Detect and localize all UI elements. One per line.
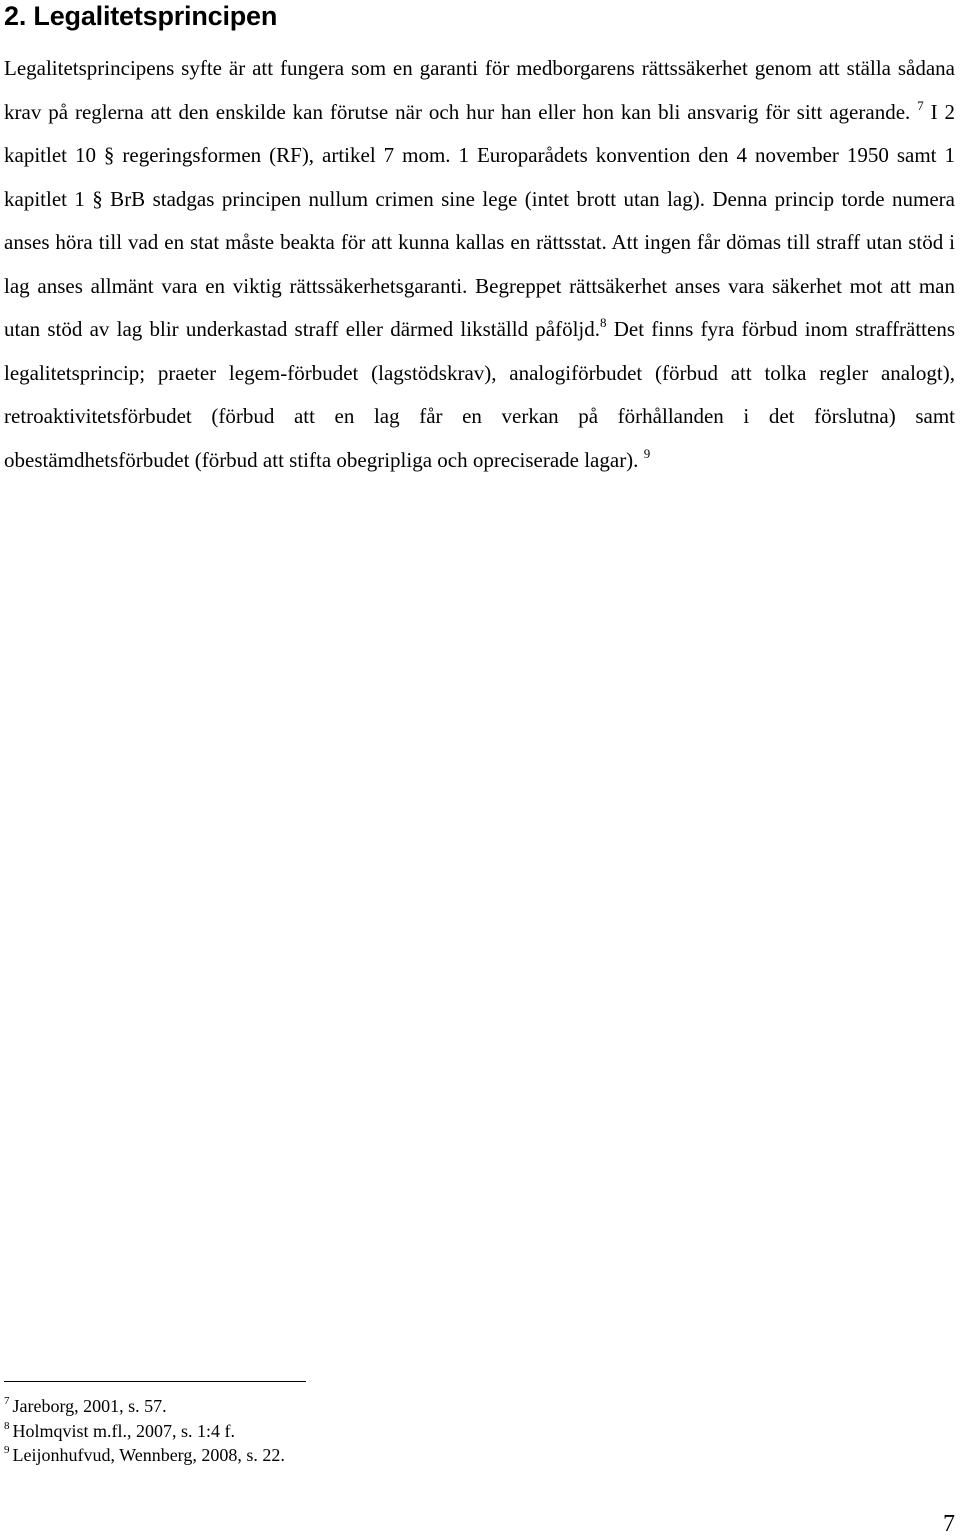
paragraph-sentence-2: I 2 kapitlet 10 § regeringsformen (RF), artikel 7 mom. 1 Europarådets konvention den 4 november 1950 samt 1 kapitlet 1 § BrB stadgas principen nullum crimen sine lege (intet brott utan lag). Denna princip torde numera anses höra till vad en stat måste beakta för att kunna kallas en rättsstat. Att ingen får dömas till straff utan stöd i lag anses allmänt vara en viktig rättssäkerhetsgaranti. Begreppet rättsäkerhet anses vara säkerhet mot att man utan stöd av lag blir underkastad straff eller därmed likställd påföljd.: [4, 99, 956, 341]
page-number: 7: [943, 1511, 955, 1537]
footnote-item: [4, 1443, 285, 1468]
footnote-item: [4, 1394, 285, 1419]
footnote-number: 8: [4, 1419, 10, 1432]
footnote-number: 7: [4, 1395, 10, 1407]
footnote-text: Leijonhufvud, Wennberg, 2008, s. 22.: [12, 1445, 285, 1465]
section-heading: 2. Legalitetsprincipen: [4, 1, 278, 31]
paragraph-sentence-1: Legalitetsprincipens syfte är att fungera som en garanti för medborgarens rättssäkerhet genom att ställa sådana krav på reglerna att den enskilde kan förutse när och hur han eller hon kan bli ansvarig för sitt agerande.: [4, 56, 955, 124]
footnote-separator: [4, 1381, 306, 1382]
footnote-item: [4, 1419, 285, 1444]
footnote-list: [4, 1394, 285, 1468]
body-paragraph: [4, 47, 955, 482]
paragraph-sentence-3: Det finns fyra förbud inom straffrättens legalitetsprincip; praeter legem-förbudet (lagstödskrav), analogiförbudet (förbud att tolka regler analogt), retroaktivitetsförbudet (förbud att en lag får en verkan på förhållanden i det förslutna) samt obestämdhetsförbudet (förbud att stifta obegripliga och opreciserade lagar).: [4, 317, 955, 472]
footnote-text: Jareborg, 2001, s. 57.: [12, 1396, 167, 1416]
footnote-ref-7[interactable]: 7: [917, 97, 924, 113]
footnote-ref-8[interactable]: 8: [600, 315, 607, 330]
footnote-text: Holmqvist m.fl., 2007, s. 1:4 f.: [12, 1420, 236, 1441]
footnote-ref-9[interactable]: 9: [643, 445, 651, 461]
footnote-number: 9: [4, 1444, 10, 1456]
